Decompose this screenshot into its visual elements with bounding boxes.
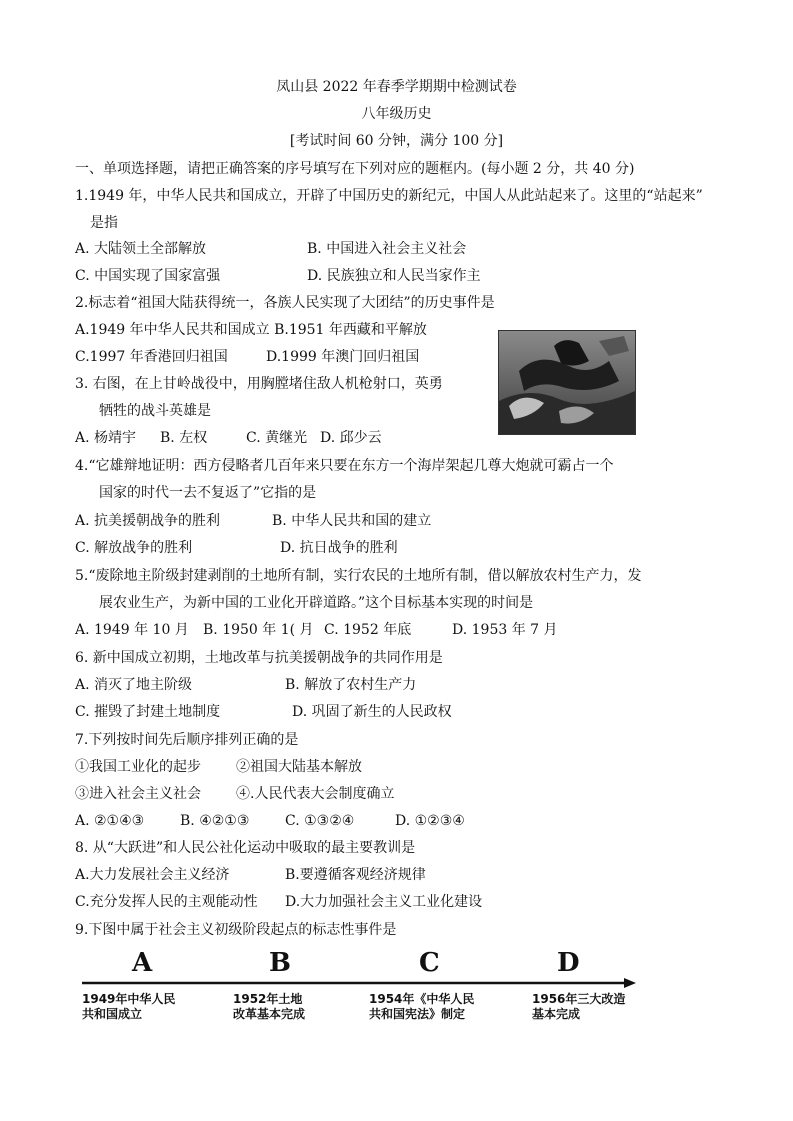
q1-stem-line1: 1.1949 年，中华人民共和国成立，开辟了中国历史的新纪元，中国人从此站起来了。这里的“站起来” [75, 188, 703, 204]
q8-option-c: C.充分发挥人民的主观能动性 [75, 894, 258, 910]
q1-option-a: A. 大陆领土全部解放 [75, 241, 207, 257]
timeline-label-c-line2: 共和国宪法》制定 [369, 1007, 466, 1021]
q8-option-a: A.大力发展社会主义经济 [75, 867, 230, 883]
q8-stem: 8. 从“大跃进”和人民公社化运动中吸取的最主要教训是 [75, 840, 416, 856]
q3-option-a: A. 杨靖宇 [75, 430, 137, 446]
timeline-label-b-line2: 改革基本完成 [233, 1007, 306, 1021]
timeline-label-c-line1: 1954年《中华人民 [369, 992, 475, 1006]
q3-option-c: C. 黄继光 [246, 430, 308, 446]
q4-stem-line1: 4.“它雄辩地证明：西方侵略者几百年来只要在东方一个海岸架起几尊大炮就可霸占一个 [75, 458, 614, 474]
q7-item-2: ②祖国大陆基本解放 [236, 759, 362, 775]
q1-stem-line2: 是指 [90, 215, 118, 231]
q1-option-c: C. 中国实现了国家富强 [75, 268, 221, 284]
q6-option-c: C. 摧毁了封建土地制度 [75, 704, 221, 720]
timeline-label-d [532, 992, 625, 1022]
q4-option-b: B. 中华人民共和国的建立 [272, 513, 432, 529]
q4-option-c: C. 解放战争的胜利 [75, 540, 193, 556]
q8-option-b: B.要遵循客观经济规律 [285, 867, 426, 883]
exam-info: [考试时间 60 分钟，满分 100 分] [289, 133, 504, 149]
q3-option-b: B. 左权 [160, 430, 208, 446]
q5-option-a: A. 1949 年 10 月 [75, 622, 189, 638]
q7-stem: 7.下列按时间先后顺序排列正确的是 [75, 732, 299, 748]
q8-option-d: D.大力加强社会主义工业化建设 [285, 894, 483, 910]
q2-stem: 2.标志着“祖国大陆获得统一，各族人民实现了大团结”的历史事件是 [75, 295, 495, 311]
q7-item-1: ①我国工业化的起步 [75, 759, 201, 775]
timeline-label-b-line1: 1952年土地 [233, 992, 303, 1006]
q6-option-b: B. 解放了农村生产力 [285, 677, 417, 693]
timeline-letter-a: A [132, 948, 153, 978]
timeline-letter-c: C [419, 948, 440, 978]
q4-stem-line2: 国家的时代一去不复返了”它指的是 [99, 485, 317, 501]
q5-stem-line1: 5.“废除地主阶级封建剥削的土地所有制，实行农民的土地所有制，借以解放农村生产力，发 [75, 568, 642, 584]
q1-option-b: B. 中国进入社会主义社会 [307, 241, 467, 257]
q3-stem-line1: 3. 右图，在上甘岭战役中，用胸膛堵住敌人机枪射口，英勇 [75, 376, 443, 392]
timeline-label-a-line1: 1949年中华人民 [82, 992, 176, 1006]
q1-option-d: D. 民族独立和人民当家作主 [307, 268, 481, 284]
q6-option-a: A. 消灭了地主阶级 [75, 677, 193, 693]
q4-option-a: A. 抗美援朝战争的胜利 [75, 513, 221, 529]
timeline-label-c [369, 992, 474, 1022]
q7-option-d: D. ①②③④ [395, 813, 465, 829]
timeline-label-d-line1: 1956年三大改造 [532, 992, 626, 1006]
q7-option-b: B. ④②①③ [180, 813, 250, 829]
battle-photo [498, 330, 636, 435]
q4-option-d: D. 抗日战争的胜利 [280, 540, 398, 556]
timeline-label-a [82, 992, 175, 1022]
timeline-label-a-line2: 共和国成立 [82, 1007, 143, 1021]
q7-option-a: A. ②①④③ [75, 813, 145, 829]
exam-title: 凤山县 2022 年春季学期期中检测试卷 [276, 79, 517, 95]
q2-option-c: C.1997 年香港回归祖国 [75, 349, 228, 365]
q5-option-b: B. 1950 年 1( 月 [203, 622, 314, 638]
q3-option-d: D. 邱少云 [320, 430, 382, 446]
timeline-arrow-icon [624, 978, 636, 988]
q2-option-d: D.1999 年澳门回归祖国 [266, 349, 420, 365]
q5-option-c: C. 1952 年底 [324, 622, 412, 638]
battle-photo-image [499, 331, 635, 434]
timeline [76, 948, 646, 1028]
q7-option-c: C. ①③②④ [285, 813, 355, 829]
q9-stem: 9.下图中属于社会主义初级阶段起点的标志性事件是 [75, 922, 397, 938]
q5-stem-line2: 展农业生产，为新中国的工业化开辟道路。”这个目标基本实现的时间是 [99, 595, 534, 611]
section-heading: 一、单项选择题，请把正确答案的序号填写在下列对应的题框内。(每小题 2 分，共 40 分) [75, 161, 635, 177]
q6-stem: 6. 新中国成立初期，土地改革与抗美援朝战争的共同作用是 [75, 650, 443, 666]
exam-subject: 八年级历史 [361, 106, 432, 122]
timeline-label-b [233, 992, 305, 1022]
q7-item-3: ③进入社会主义社会 [75, 786, 201, 802]
q2-options-ab: A.1949 年中华人民共和国成立 B.1951 年西藏和平解放 [75, 322, 427, 338]
timeline-letter-b: B [269, 948, 291, 978]
timeline-label-d-line2: 基本完成 [532, 1007, 581, 1021]
q3-stem-line2: 牺牲的战斗英雄是 [99, 403, 211, 419]
q5-option-d: D. 1953 年 7 月 [452, 622, 558, 638]
q7-item-4: ④.人民代表大会制度确立 [236, 786, 395, 802]
timeline-letter-d: D [557, 948, 580, 978]
q6-option-d: D. 巩固了新生的人民政权 [292, 704, 452, 720]
